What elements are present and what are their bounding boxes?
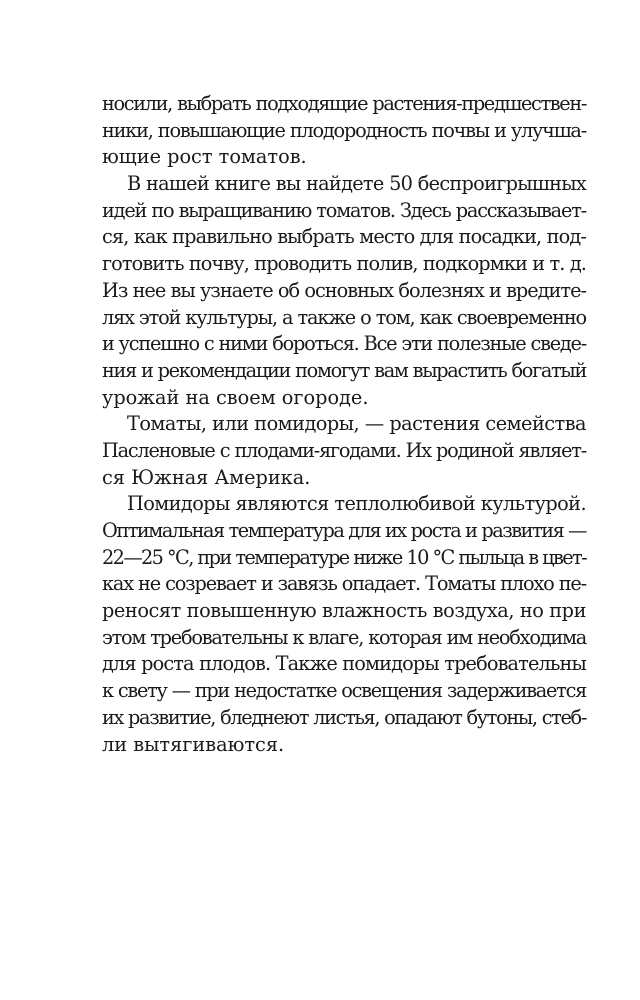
text-line: реносят повышенную влажность воздуха, но при — [102, 599, 586, 623]
text-line: Из нее вы узнаете об основных болезнях и вредите- — [102, 278, 586, 302]
text-line: ющие рост томатов. — [102, 145, 307, 169]
paragraph-3 — [102, 411, 586, 491]
text-line: этом требовательны к влаге, которая им необходима — [102, 625, 586, 649]
text-line: Оптимальная температура для их роста и развития — — [102, 519, 586, 542]
text-line: для роста плодов. Также помидоры требовательны — [102, 652, 586, 676]
text-line: и успешно с ними бороться. Все эти полезные сведе- — [102, 332, 586, 356]
text-line: Помидоры являются теплолюбивой культурой. — [127, 492, 586, 516]
body-text — [102, 91, 586, 758]
paragraph-2 — [102, 171, 586, 411]
text-line: ся Южная Америка. — [102, 465, 311, 489]
text-line: В нашей книге вы найдете 50 беспроигрышных — [127, 172, 586, 196]
text-line: 22—25 °С, при температуре ниже 10 °С пыльца в цвет- — [102, 545, 586, 569]
text-line: ли вытягиваются. — [102, 732, 285, 756]
text-line: ники, повышающие плодородность почвы и улучша- — [102, 118, 586, 142]
text-line: Томаты, или помидоры, — растения семейства — [127, 412, 586, 436]
text-line: ках не созревает и завязь опадает. Томаты плохо пе- — [102, 572, 586, 596]
text-line: урожай на своем огороде. — [102, 385, 369, 409]
text-line: носили, выбрать подходящие растения-предшествен- — [102, 92, 586, 115]
text-line: готовить почву, проводить полив, подкормки и т. д. — [102, 252, 586, 276]
text-line: ния и рекомендации помогут вам вырастить богатый — [102, 358, 586, 382]
paragraph-4 — [102, 491, 586, 758]
text-line: ся, как правильно выбрать место для посадки, под- — [102, 225, 586, 249]
text-line: идей по выращиванию томатов. Здесь рассказывает- — [102, 198, 586, 222]
text-line: их развитие, бледнеют листья, опадают бутоны, стеб- — [102, 705, 586, 729]
text-line: к свету — при недостатке освещения задерживается — [102, 679, 586, 703]
text-line: лях этой культуры, а также о том, как своевременно — [102, 305, 586, 329]
text-line: Пасленовые с плодами-ягодами. Их родиной являет- — [102, 438, 586, 462]
paragraph-1 — [102, 91, 586, 171]
